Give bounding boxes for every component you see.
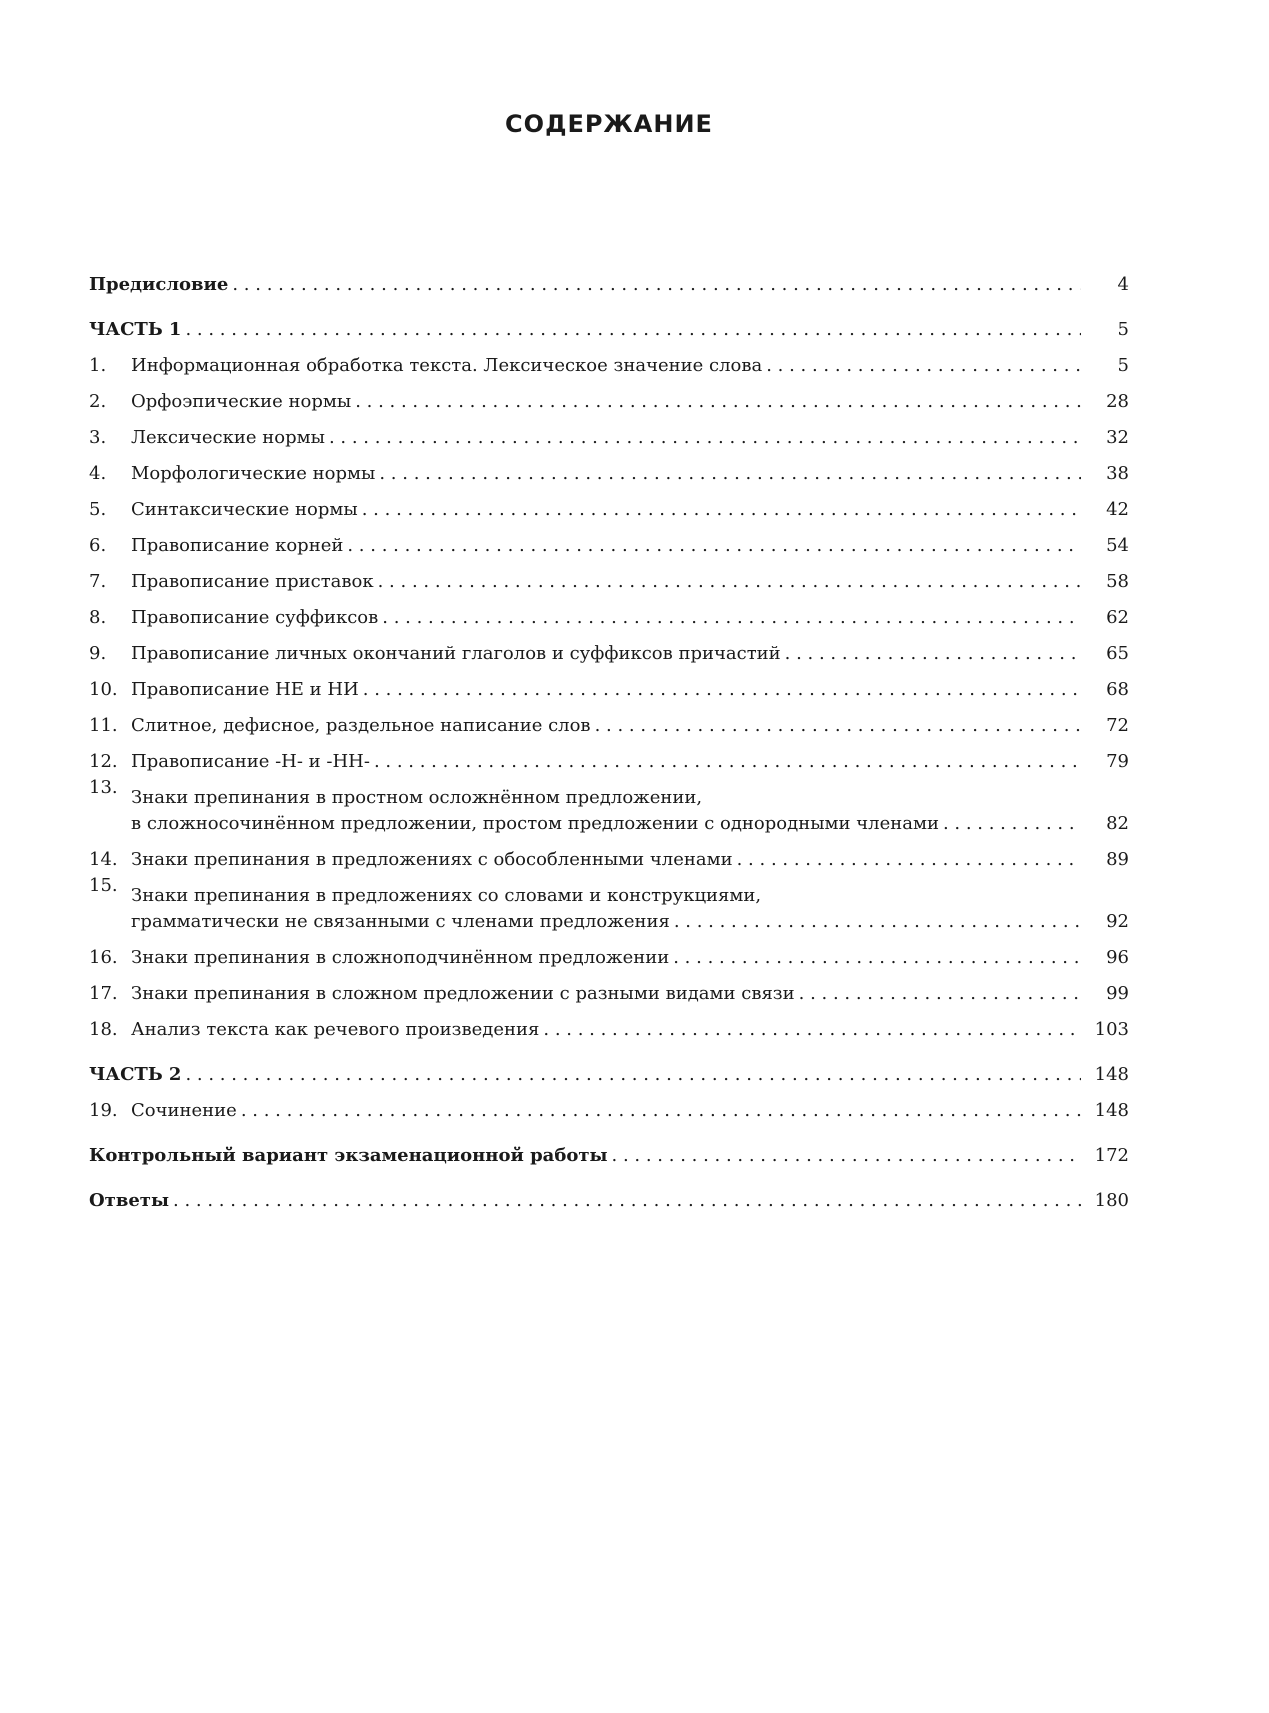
- toc-entry[interactable]: [89, 262, 1129, 298]
- toc-entry[interactable]: [89, 1133, 1129, 1169]
- toc-entry-number: 8.: [89, 607, 107, 628]
- toc-entry-page: 99: [1106, 983, 1129, 1004]
- toc-entry-title: Ответы: [89, 1190, 169, 1211]
- toc-entry-page: 72: [1106, 715, 1129, 736]
- toc-entry-page: 103: [1094, 1019, 1129, 1040]
- toc-entry-title: Знаки препинания в простном осложнённом предложении,: [131, 787, 703, 808]
- dot-leader: [379, 461, 1081, 487]
- toc-entry-title-continued: в сложносочинённом предложении, простом предложении с однородными членами: [131, 813, 939, 834]
- toc-entry-page: 172: [1094, 1145, 1129, 1166]
- toc-entry[interactable]: [89, 971, 1129, 1007]
- toc-entry-page: 32: [1106, 427, 1129, 448]
- toc-entry-number: 2.: [89, 391, 107, 412]
- toc-entry-title: Правописание -Н- и -НН-: [131, 751, 370, 772]
- toc-entry-page: 62: [1106, 607, 1129, 628]
- toc-entry-number: 18.: [89, 1019, 118, 1040]
- toc-entry-title: Знаки препинания в предложениях с обособленными членами: [131, 849, 733, 870]
- toc-entry[interactable]: [89, 739, 1129, 775]
- dot-leader: [347, 533, 1081, 559]
- toc-entry[interactable]: [89, 343, 1129, 379]
- toc-entry-title: Лексические нормы: [131, 427, 325, 448]
- toc-entry-title: Морфологические нормы: [131, 463, 376, 484]
- dot-leader: [785, 641, 1081, 667]
- toc-entry[interactable]: [89, 1007, 1129, 1043]
- dot-leader: [185, 317, 1081, 343]
- dot-leader: [363, 677, 1081, 703]
- toc-entry[interactable]: [89, 523, 1129, 559]
- toc-entry[interactable]: [89, 559, 1129, 595]
- toc-entry[interactable]: [89, 487, 1129, 523]
- dot-leader: [943, 811, 1081, 837]
- toc-entry-title: Слитное, дефисное, раздельное написание слов: [131, 715, 591, 736]
- dot-leader: [374, 749, 1081, 775]
- toc-entry-number: 1.: [89, 355, 107, 376]
- toc-entry-number: 16.: [89, 947, 118, 968]
- toc-entry[interactable]: [89, 1088, 1129, 1124]
- dot-leader: [362, 497, 1081, 523]
- toc-entry[interactable]: [89, 379, 1129, 415]
- toc-entry-page: 5: [1117, 319, 1129, 340]
- toc-entry[interactable]: [89, 631, 1129, 667]
- toc-entry-title: Правописание НЕ и НИ: [131, 679, 359, 700]
- dot-leader: [173, 1188, 1081, 1214]
- toc-entry-title: ЧАСТЬ 1: [89, 319, 182, 340]
- dot-leader: [241, 1098, 1081, 1124]
- toc-entry-title: Правописание суффиксов: [131, 607, 379, 628]
- toc-entry-title: Анализ текста как речевого произведения: [131, 1019, 540, 1040]
- dot-leader: [543, 1017, 1081, 1043]
- toc-entry-number: 15.: [89, 875, 118, 896]
- toc-entry[interactable]: [89, 415, 1129, 451]
- toc-entry-page: 180: [1094, 1190, 1129, 1211]
- toc-entry-title: Сочинение: [131, 1100, 237, 1121]
- toc-entry-number: 17.: [89, 983, 118, 1004]
- dot-leader: [355, 389, 1081, 415]
- toc-entry-number: 14.: [89, 849, 118, 870]
- dot-leader: [232, 272, 1081, 298]
- toc-entry[interactable]: [89, 873, 1129, 935]
- toc-entry[interactable]: [89, 307, 1129, 343]
- toc-entry[interactable]: [89, 595, 1129, 631]
- toc-entry[interactable]: [89, 1178, 1129, 1214]
- toc-entry-number: 5.: [89, 499, 107, 520]
- toc-entry-title: Информационная обработка текста. Лексическое значение слова: [131, 355, 763, 376]
- dot-leader: [329, 425, 1081, 451]
- toc-entry-title: Орфоэпические нормы: [131, 391, 352, 412]
- toc-entry-page: 79: [1106, 751, 1129, 772]
- toc-entry-title: Правописание приставок: [131, 571, 374, 592]
- dot-leader: [378, 569, 1081, 595]
- toc-entry-title: Правописание корней: [131, 535, 344, 556]
- toc-entry-title-continued: грамматически не связанными с членами предложения: [131, 911, 670, 932]
- toc-entry-number: 10.: [89, 679, 118, 700]
- toc-entry-title: Контрольный вариант экзаменационной работы: [89, 1145, 608, 1166]
- toc-entry-number: 19.: [89, 1100, 118, 1121]
- toc-entry[interactable]: [89, 935, 1129, 971]
- toc-entry-page: 148: [1094, 1100, 1129, 1121]
- dot-leader: [737, 847, 1081, 873]
- toc-entry-page: 82: [1106, 813, 1129, 834]
- toc-entry-number: 3.: [89, 427, 107, 448]
- dot-leader: [612, 1143, 1081, 1169]
- toc-entry-page: 54: [1106, 535, 1129, 556]
- toc-entry-number: 6.: [89, 535, 107, 556]
- toc-entry-page: 28: [1106, 391, 1129, 412]
- toc-entry-page: 65: [1106, 643, 1129, 664]
- toc-entry-page: 38: [1106, 463, 1129, 484]
- dot-leader: [673, 945, 1081, 971]
- toc-entry[interactable]: [89, 775, 1129, 837]
- toc-entry-page: 68: [1106, 679, 1129, 700]
- toc-entry-number: 4.: [89, 463, 107, 484]
- toc-entry-number: 9.: [89, 643, 107, 664]
- toc-entry-number: 7.: [89, 571, 107, 592]
- dot-leader: [382, 605, 1081, 631]
- toc-entry-page: 5: [1117, 355, 1129, 376]
- toc-entry-title: Предисловие: [89, 274, 229, 295]
- toc-entry[interactable]: [89, 703, 1129, 739]
- toc-entry-title: Правописание личных окончаний глаголов и суффиксов причастий: [131, 643, 781, 664]
- toc-entry-page: 58: [1106, 571, 1129, 592]
- dot-leader: [595, 713, 1081, 739]
- dot-leader: [185, 1062, 1081, 1088]
- dot-leader: [799, 981, 1081, 1007]
- toc-entry[interactable]: [89, 1052, 1129, 1088]
- toc-entry-title: Знаки препинания в сложноподчинённом предложении: [131, 947, 670, 968]
- toc-entry-page: 4: [1117, 274, 1129, 295]
- toc-entry-title: ЧАСТЬ 2: [89, 1064, 182, 1085]
- table-of-contents: [89, 262, 1129, 1214]
- toc-entry[interactable]: [89, 837, 1129, 873]
- toc-entry-number: 11.: [89, 715, 118, 736]
- toc-entry-page: 42: [1106, 499, 1129, 520]
- toc-entry-page: 148: [1094, 1064, 1129, 1085]
- dot-leader: [674, 909, 1081, 935]
- toc-entry-page: 92: [1106, 911, 1129, 932]
- toc-entry[interactable]: [89, 451, 1129, 487]
- toc-entry-title: Синтаксические нормы: [131, 499, 358, 520]
- toc-entry-number: 12.: [89, 751, 118, 772]
- toc-entry-title: Знаки препинания в сложном предложении с разными видами связи: [131, 983, 795, 1004]
- toc-entry-page: 89: [1106, 849, 1129, 870]
- dot-leader: [766, 353, 1081, 379]
- toc-entry-page: 96: [1106, 947, 1129, 968]
- toc-entry-number: 13.: [89, 777, 118, 798]
- page-title: СОДЕРЖАНИЕ: [505, 110, 713, 138]
- toc-entry[interactable]: [89, 667, 1129, 703]
- toc-entry-title: Знаки препинания в предложениях со словами и конструкциями,: [131, 885, 762, 906]
